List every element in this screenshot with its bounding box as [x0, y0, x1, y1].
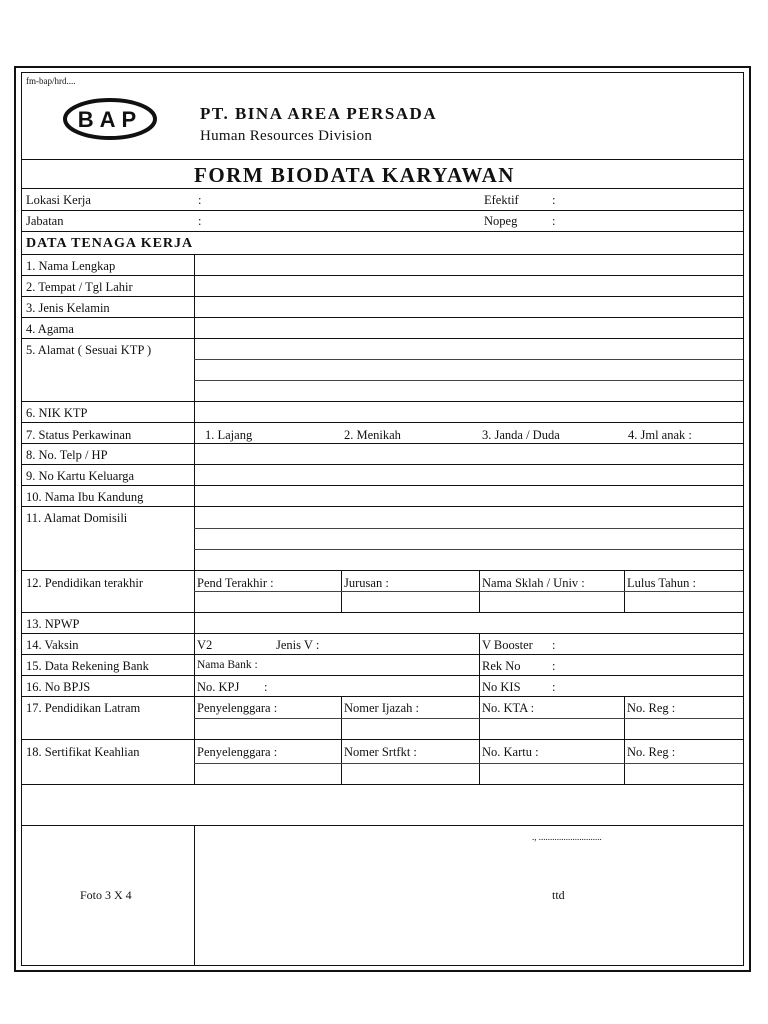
label-bpjs: 16. No BPJS	[26, 680, 91, 694]
bank-nama: Nama Bank :	[197, 659, 258, 671]
latram-col: No. Reg :	[627, 701, 676, 715]
doc-code: fm-bap/hrd....	[26, 76, 76, 86]
company-name: PT. BINA AREA PERSADA	[200, 104, 438, 123]
bpjs-kpj: No. KPJ	[197, 680, 240, 694]
colon: :	[198, 193, 202, 207]
status-option: 1. Lajang	[205, 428, 253, 442]
label-nama: 1. Nama Lengkap	[26, 259, 116, 273]
vaksin-jenis: Jenis V :	[276, 638, 320, 652]
latram-col: No. KTA :	[482, 701, 535, 715]
pend-col: Lulus Tahun :	[627, 576, 697, 590]
label-npwp: 13. NPWP	[26, 617, 80, 631]
label-nopeg: Nopeg	[484, 214, 518, 228]
foto-label: Foto 3 X 4	[80, 888, 132, 902]
label-sertifikat: 18. Sertifikat Keahlian	[26, 745, 140, 759]
label-jabatan: Jabatan	[26, 214, 64, 228]
label-efektif: Efektif	[484, 193, 519, 207]
form-outer-border	[14, 66, 751, 972]
section-title: DATA TENAGA KERJA	[26, 236, 194, 251]
colon: :	[552, 214, 556, 228]
bpjs-kis: No KIS	[482, 680, 521, 694]
colon: :	[264, 680, 268, 694]
status-option: 2. Menikah	[344, 428, 401, 442]
label-kelamin: 3. Jenis Kelamin	[26, 301, 110, 315]
latram-col: Penyelenggara :	[197, 701, 278, 715]
label-lokasi: Lokasi Kerja	[26, 193, 91, 207]
colon: :	[198, 214, 202, 228]
sertifikat-col: Nomer Srtfkt :	[344, 745, 417, 759]
status-option: 3. Janda / Duda	[482, 428, 560, 442]
colon: :	[552, 193, 556, 207]
status-option: 4. Jml anak :	[628, 428, 692, 442]
label-ttl: 2. Tempat / Tgl Lahir	[26, 280, 133, 294]
label-pendidikan: 12. Pendidikan terakhir	[26, 576, 143, 590]
label-telp: 8. No. Telp / HP	[26, 448, 108, 462]
bank-rek: Rek No	[482, 659, 521, 673]
vaksin-booster: V Booster	[482, 638, 533, 652]
label-agama: 4. Agama	[26, 322, 74, 336]
pend-col: Pend Terakhir :	[197, 576, 274, 590]
colon: :	[552, 638, 556, 652]
label-alamat-ktp: 5. Alamat ( Sesuai KTP )	[26, 343, 152, 357]
latram-col: Nomer Ijazah :	[344, 701, 419, 715]
colon: :	[552, 659, 556, 673]
label-nik: 6. NIK KTP	[26, 406, 88, 420]
label-status: 7. Status Perkawinan	[26, 428, 132, 442]
pend-col: Jurusan :	[344, 576, 389, 590]
label-kk: 9. No Kartu Keluarga	[26, 469, 135, 483]
form-inner-border	[21, 72, 744, 966]
colon: :	[552, 680, 556, 694]
logo-text: BAP	[77, 107, 143, 132]
form-title: FORM BIODATA KARYAWAN	[194, 163, 515, 187]
label-ibu: 10. Nama Ibu Kandung	[26, 490, 144, 504]
sertifikat-col: Penyelenggara :	[197, 745, 278, 759]
label-bank: 15. Data Rekening Bank	[26, 659, 149, 673]
sertifikat-col: No. Reg :	[627, 745, 676, 759]
company-logo	[62, 97, 158, 141]
company-division: Human Resources Division	[200, 128, 373, 144]
label-vaksin: 14. Vaksin	[26, 638, 79, 652]
pend-col: Nama Sklah / Univ :	[482, 576, 585, 590]
label-domisili: 11. Alamat Domisili	[26, 511, 128, 525]
sertifikat-col: No. Kartu :	[482, 745, 539, 759]
label-latram: 17. Pendidikan Latram	[26, 701, 141, 715]
vaksin-v2: V2	[197, 638, 213, 652]
ttd-label: ttd	[552, 888, 565, 902]
date-line: ., ............................	[532, 832, 602, 842]
